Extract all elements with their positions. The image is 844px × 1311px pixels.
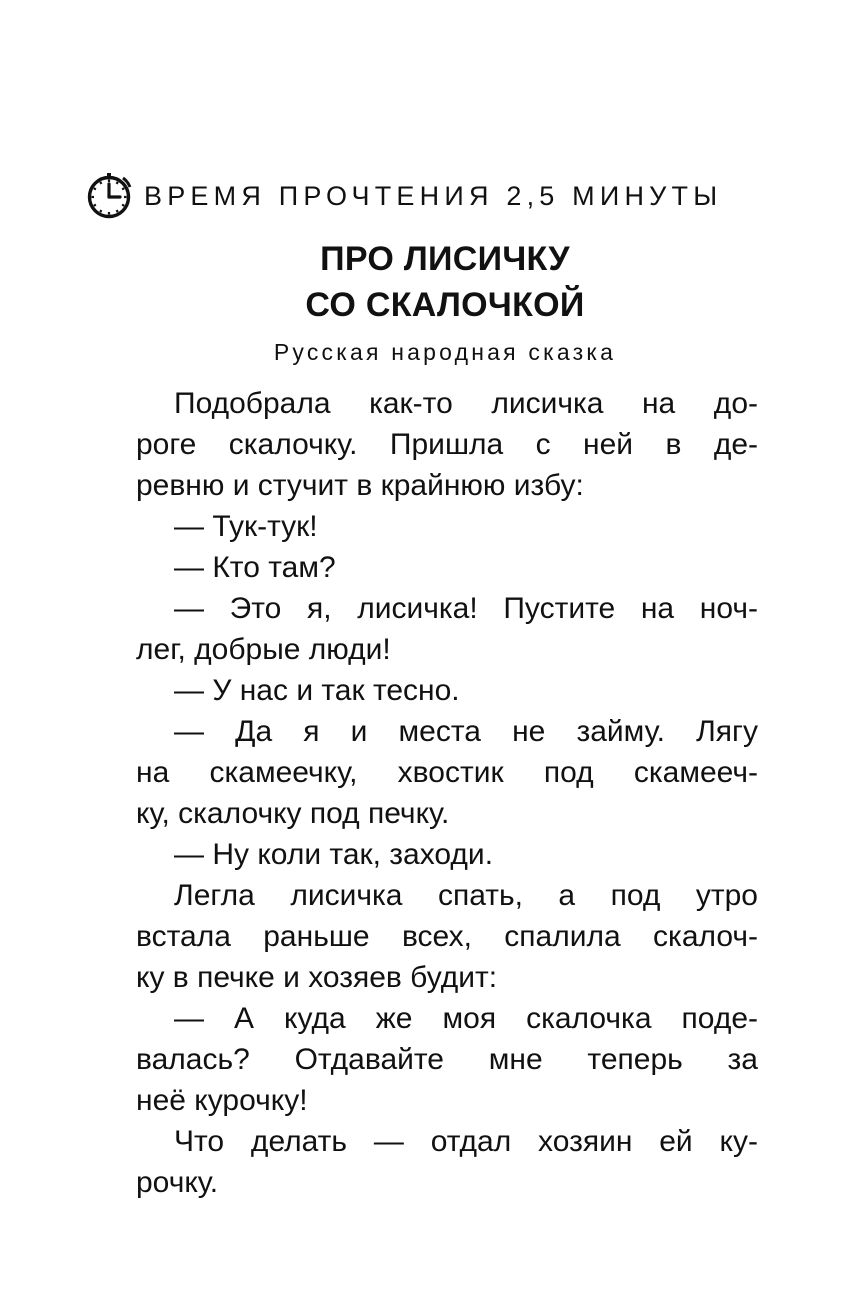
text-line: встала раньше всех, спалила скалоч- [136, 920, 758, 953]
text-line: лег, добрые люди! [136, 633, 391, 666]
text-line: роге скалочку. Пришла с ней в де- [136, 428, 758, 461]
text-line: ку в печке и хозяев будит: [136, 961, 498, 994]
text-line: на скамеечку, хвостик под скамееч- [136, 756, 758, 789]
text-line: ревню и стучит в крайнюю избу: [136, 469, 584, 502]
text-line: ку, скалочку под печку. [136, 797, 450, 830]
text-line: валась? Отдавайте мне теперь за [136, 1043, 758, 1076]
story-subtitle: Русская народная сказка [273, 339, 617, 365]
clock-icon [84, 171, 134, 221]
text-line: Подобрала как-то лисичка на до- [174, 387, 758, 420]
text-line: Легла лисичка спать, а под утро [174, 879, 758, 912]
text-line: рочку. [136, 1166, 219, 1199]
text-line: — Ну коли так, заходи. [174, 838, 494, 871]
text-line: — Это я, лисичка! Пустите на ноч- [174, 592, 758, 625]
reading-time [84, 170, 764, 222]
reading-time-label: ВРЕМЯ ПРОЧТЕНИЯ 2,5 МИНУТЫ [144, 180, 723, 211]
text-line: неё курочку! [136, 1084, 308, 1117]
text-line: — А куда же моя скалочка поде- [174, 1002, 758, 1035]
text-line: Что делать — отдал хозяин ей ку- [174, 1125, 758, 1158]
title-line-1: ПРО ЛИСИЧКУ [320, 240, 570, 278]
text-line: — Да я и места не займу. Лягу [174, 715, 758, 748]
story-title [132, 236, 758, 328]
text-line: — У нас и так тесно. [174, 674, 460, 707]
story-text [136, 383, 758, 1203]
text-line: — Тук-тук! [174, 510, 318, 543]
text-line: — Кто там? [174, 551, 336, 584]
title-line-2: СО СКАЛОЧКОЙ [305, 286, 585, 324]
